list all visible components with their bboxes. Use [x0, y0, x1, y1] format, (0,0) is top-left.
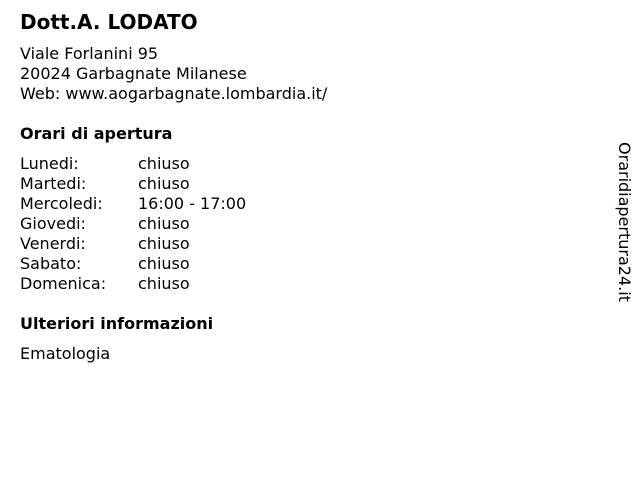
day-label: Domenica:	[20, 274, 107, 293]
website-link[interactable]: Web: www.aogarbagnate.lombardia.it/	[20, 84, 328, 103]
day-label: Mercoledi:	[20, 194, 103, 213]
hours-row-saturday	[20, 254, 246, 274]
hours-value: chiuso	[138, 254, 190, 273]
address-block	[20, 44, 327, 104]
day-label: Martedi:	[20, 174, 87, 193]
additional-info-heading: Ulteriori informazioni	[20, 314, 214, 333]
hours-value: chiuso	[138, 154, 190, 173]
hours-value: chiuso	[138, 234, 190, 253]
address-city: 20024 Garbagnate Milanese	[20, 64, 247, 83]
day-label: Venerdi:	[20, 234, 86, 253]
day-label: Sabato:	[20, 254, 82, 273]
opening-hours-table	[20, 154, 246, 294]
day-label: Giovedi:	[20, 214, 86, 233]
hours-row-wednesday	[20, 194, 246, 214]
opening-hours-heading: Orari di apertura	[20, 124, 173, 143]
hours-row-thursday	[20, 214, 246, 234]
hours-row-friday	[20, 234, 246, 254]
hours-value: 16:00 - 17:00	[138, 194, 247, 213]
address-street: Viale Forlanini 95	[20, 44, 159, 63]
hours-row-sunday	[20, 274, 246, 294]
page-title: Dott.A. LODATO	[20, 10, 198, 34]
day-label: Lunedi:	[20, 154, 79, 173]
additional-info-text: Ematologia	[20, 344, 111, 363]
site-watermark: Oraridiapertura24.it	[615, 142, 634, 302]
hours-value: chiuso	[138, 174, 190, 193]
hours-row-monday	[20, 154, 246, 174]
hours-value: chiuso	[138, 274, 190, 293]
hours-row-tuesday	[20, 174, 246, 194]
hours-value: chiuso	[138, 214, 190, 233]
